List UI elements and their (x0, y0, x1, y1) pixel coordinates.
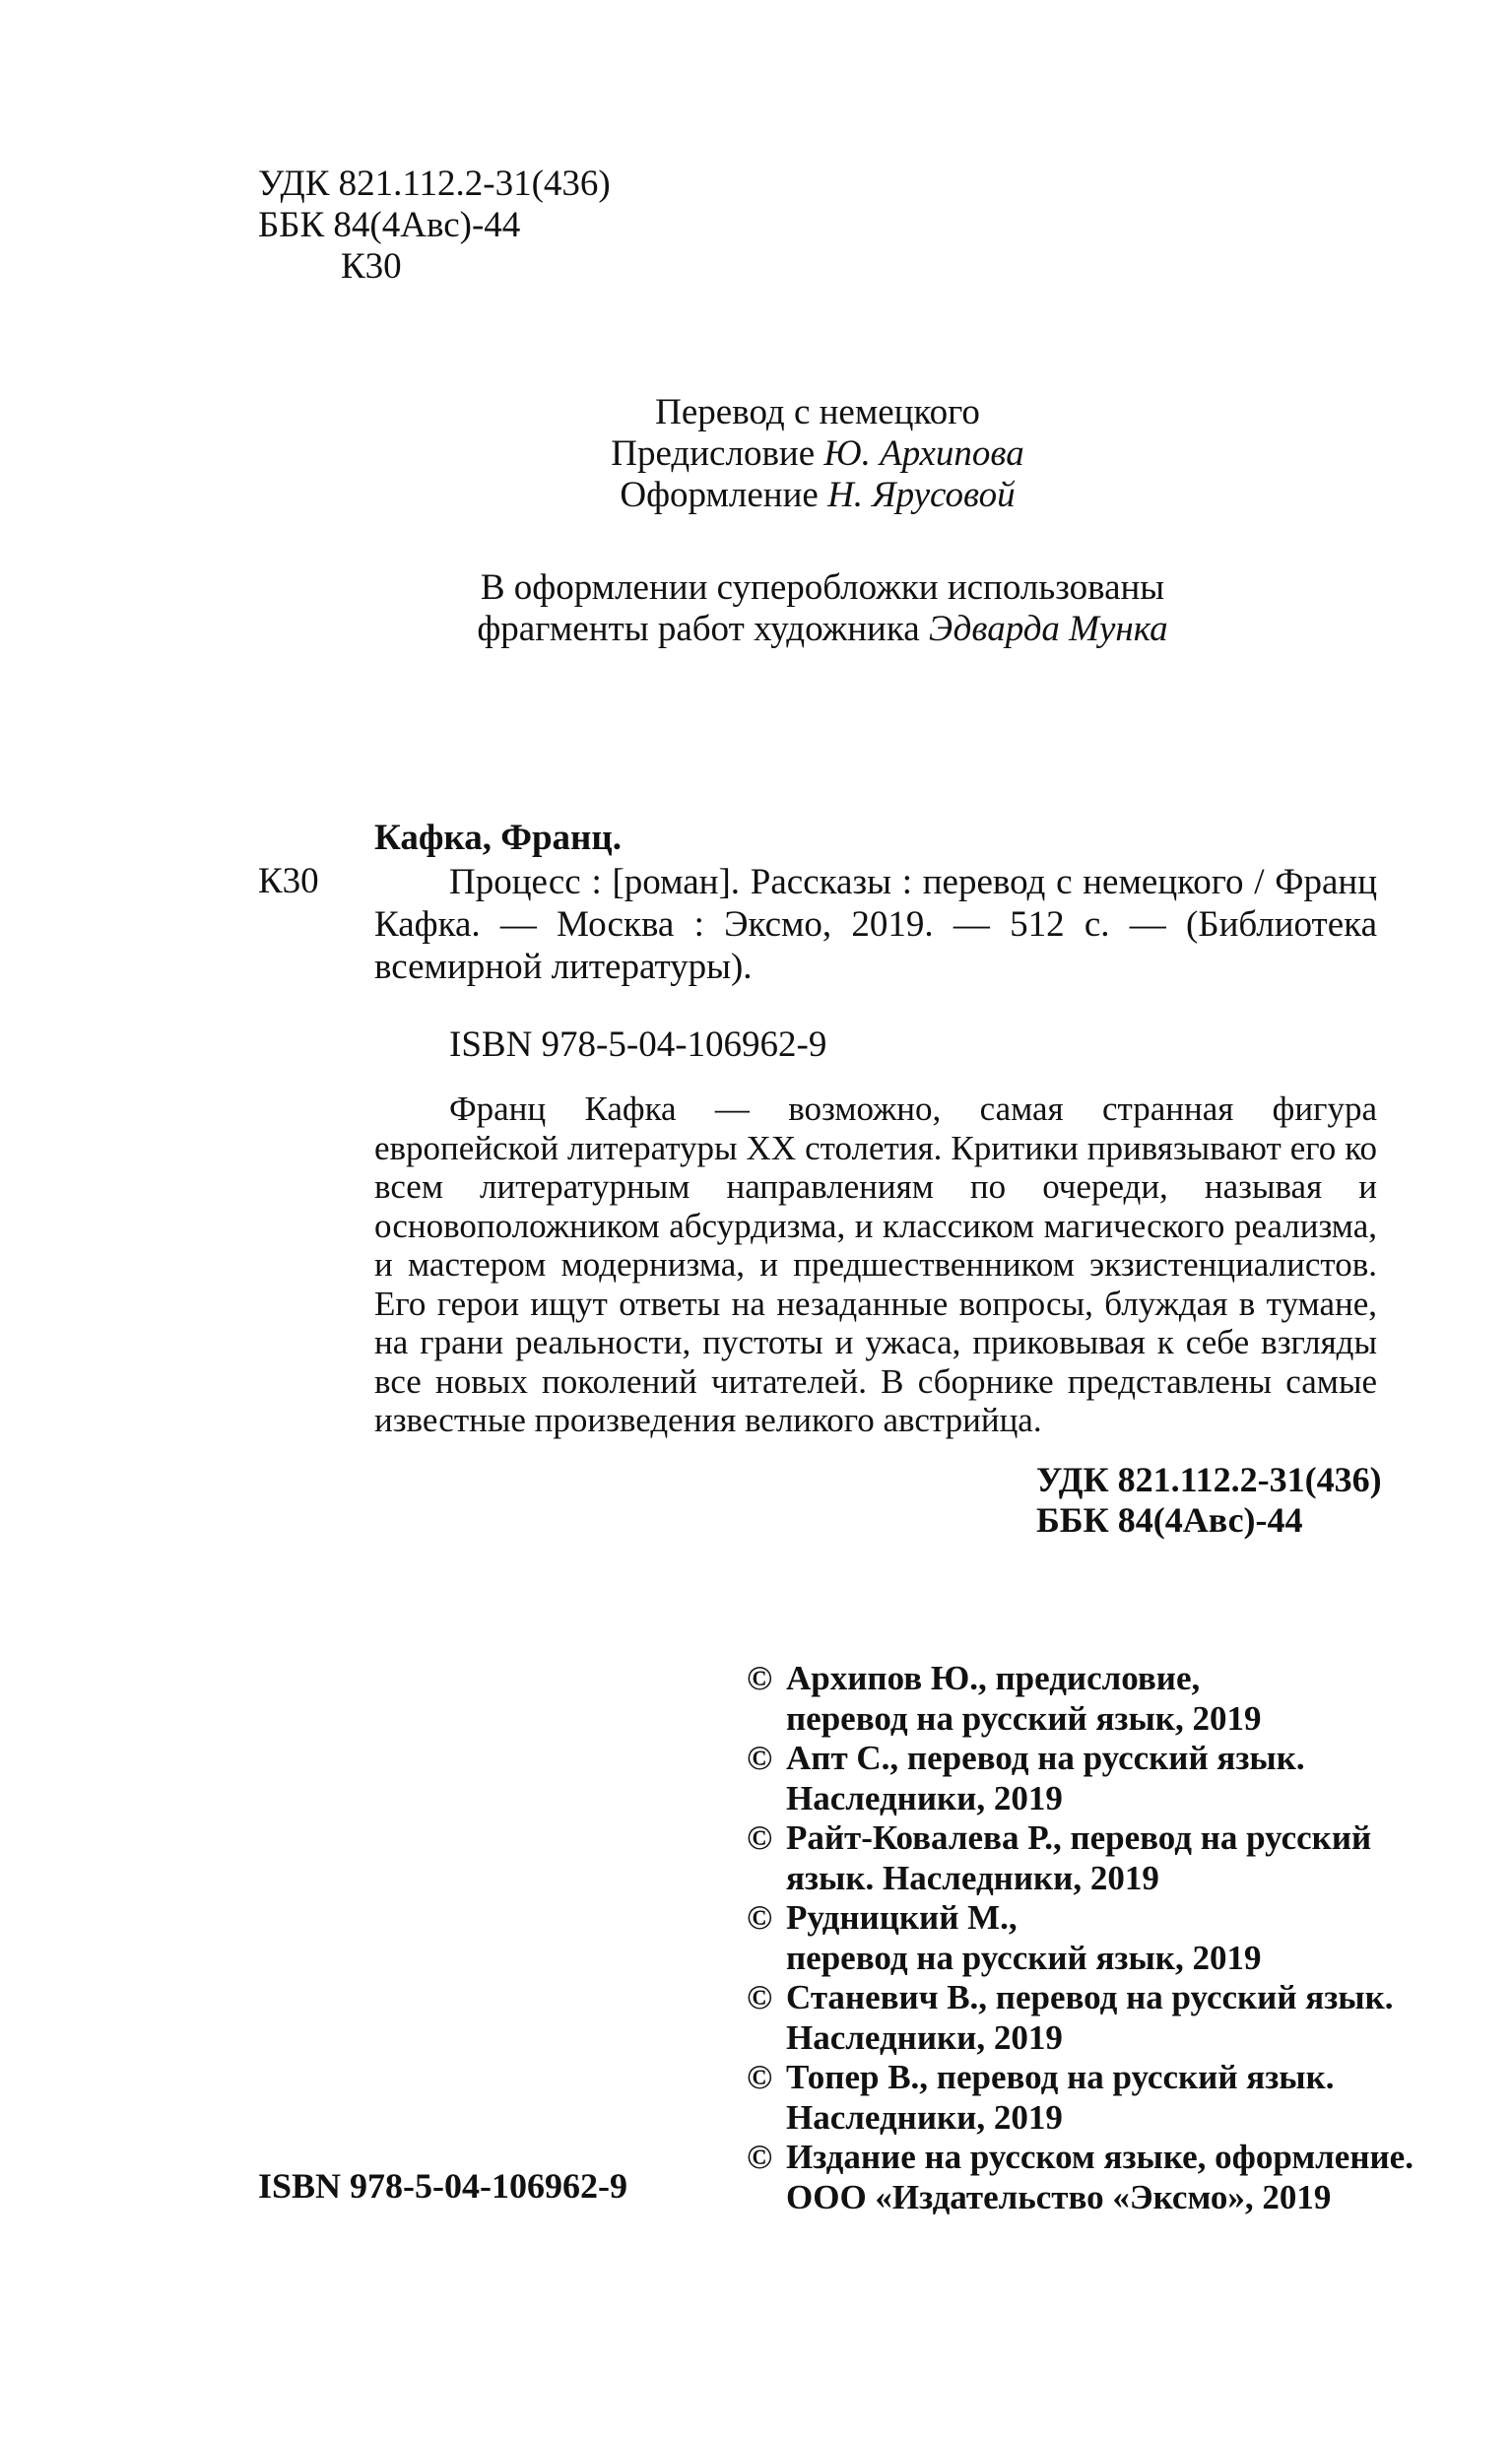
copyright-line: перевод на русский язык, 2019 (786, 1698, 1262, 1738)
catalog-udk: УДК 821.112.2-31(436) (1036, 1460, 1382, 1499)
copyright-line: Архипов Ю., предисловие, (786, 1659, 1201, 1697)
cutter-code: К30 (341, 246, 402, 287)
copyright-symbol: © (747, 2058, 773, 2096)
copyright-item (747, 1818, 1397, 1898)
preface-credit (552, 433, 1084, 475)
copyright-line: ООО «Издательство «Эксмо», 2019 (786, 2177, 1332, 2216)
cover-artist: Эдварда Мунка (928, 609, 1168, 649)
preface-author: Ю. Архипова (823, 433, 1024, 474)
copyright-item (747, 1739, 1397, 1818)
copyright-item (747, 1978, 1397, 2058)
bbk-code: ББК 84(4Авс)-44 (258, 205, 521, 245)
credits-block (552, 392, 1084, 516)
copyright-line: Издание на русском языке, оформление. (786, 2138, 1413, 2176)
copyright-symbol: © (747, 1739, 773, 1777)
cover-note-line2 (448, 609, 1197, 650)
catalog-classification (1036, 1460, 1382, 1541)
udk-code: УДК 821.112.2-31(436) (258, 164, 611, 204)
copyright-line: Наследники, 2019 (786, 1778, 1063, 1817)
catalog-bbk: ББК 84(4Авс)-44 (1036, 1500, 1303, 1540)
copyright-item (747, 2058, 1397, 2138)
bibliographic-entry (374, 861, 1377, 988)
cover-note-label: фрагменты работ художника (477, 609, 929, 649)
translation-note: Перевод с немецкого (655, 392, 980, 432)
copyright-line: Рудницкий М., (786, 1898, 1018, 1937)
cover-note-line1: В оформлении суперобложки использованы (480, 567, 1165, 608)
copyright-line: Топер В., перевод на русский язык. (786, 2058, 1335, 2096)
design-label: Оформление (620, 475, 828, 515)
classification-codes (258, 164, 611, 288)
copyright-item (747, 2138, 1413, 2217)
annotation: Франц Кафка — возможно, самая странная фигура европейской литературы XX столетия. Критики привязывают его ко всем литературным направлениям по очереди, называя и основоположником абсурдизма, и классиком магического реализма, и мастером модернизма, и предшественником экзистенциалистов. Его герои ищут ответы на незаданные вопросы, блуждая в тумане, на грани реальности, пустоты и ужаса, приковывая к себе взгляды все новых поколений читателей. В сборнике представлены самые известные произведения великого австрийца. (374, 1089, 1377, 1439)
copyright-line: Апт С., перевод на русский язык. (786, 1739, 1305, 1777)
copyright-notices (747, 1659, 1413, 2217)
catalog-cutter-code: К30 (258, 861, 319, 901)
preface-label: Предисловие (611, 433, 824, 474)
copyright-symbol: © (747, 1978, 773, 2016)
isbn-bottom: ISBN 978-5-04-106962-9 (258, 2166, 627, 2206)
copyright-line: язык. Наследники, 2019 (786, 1858, 1159, 1897)
design-credit (552, 475, 1084, 516)
copyright-line: Наследники, 2019 (786, 2017, 1063, 2057)
copyright-line: перевод на русский язык, 2019 (786, 1938, 1262, 1977)
copyright-line: Райт-Ковалева Р., перевод на русский (786, 1818, 1372, 1857)
copyright-symbol: © (747, 1659, 773, 1697)
copyright-symbol: © (747, 2138, 773, 2176)
author-heading: Кафка, Франц. (374, 818, 622, 858)
bibliographic-text: Процесс : [роман]. Рассказы : перевод с немецкого / Франц Кафка. — Москва : Эксмо, 2019. — 512 с. — (Библиотека всемирной литературы). (374, 862, 1377, 987)
copyright-line: Наследники, 2019 (786, 2097, 1063, 2137)
copyright-symbol: © (747, 1898, 773, 1937)
copyright-line: Станевич В., перевод на русский язык. (786, 1978, 1394, 2016)
cover-art-note (448, 567, 1197, 650)
catalog-isbn: ISBN 978-5-04-106962-9 (449, 1024, 827, 1065)
design-author: Н. Ярусовой (827, 475, 1016, 515)
copyright-symbol: © (747, 1818, 773, 1857)
copyright-item (747, 1659, 1397, 1739)
copyright-item (747, 1898, 1397, 1978)
